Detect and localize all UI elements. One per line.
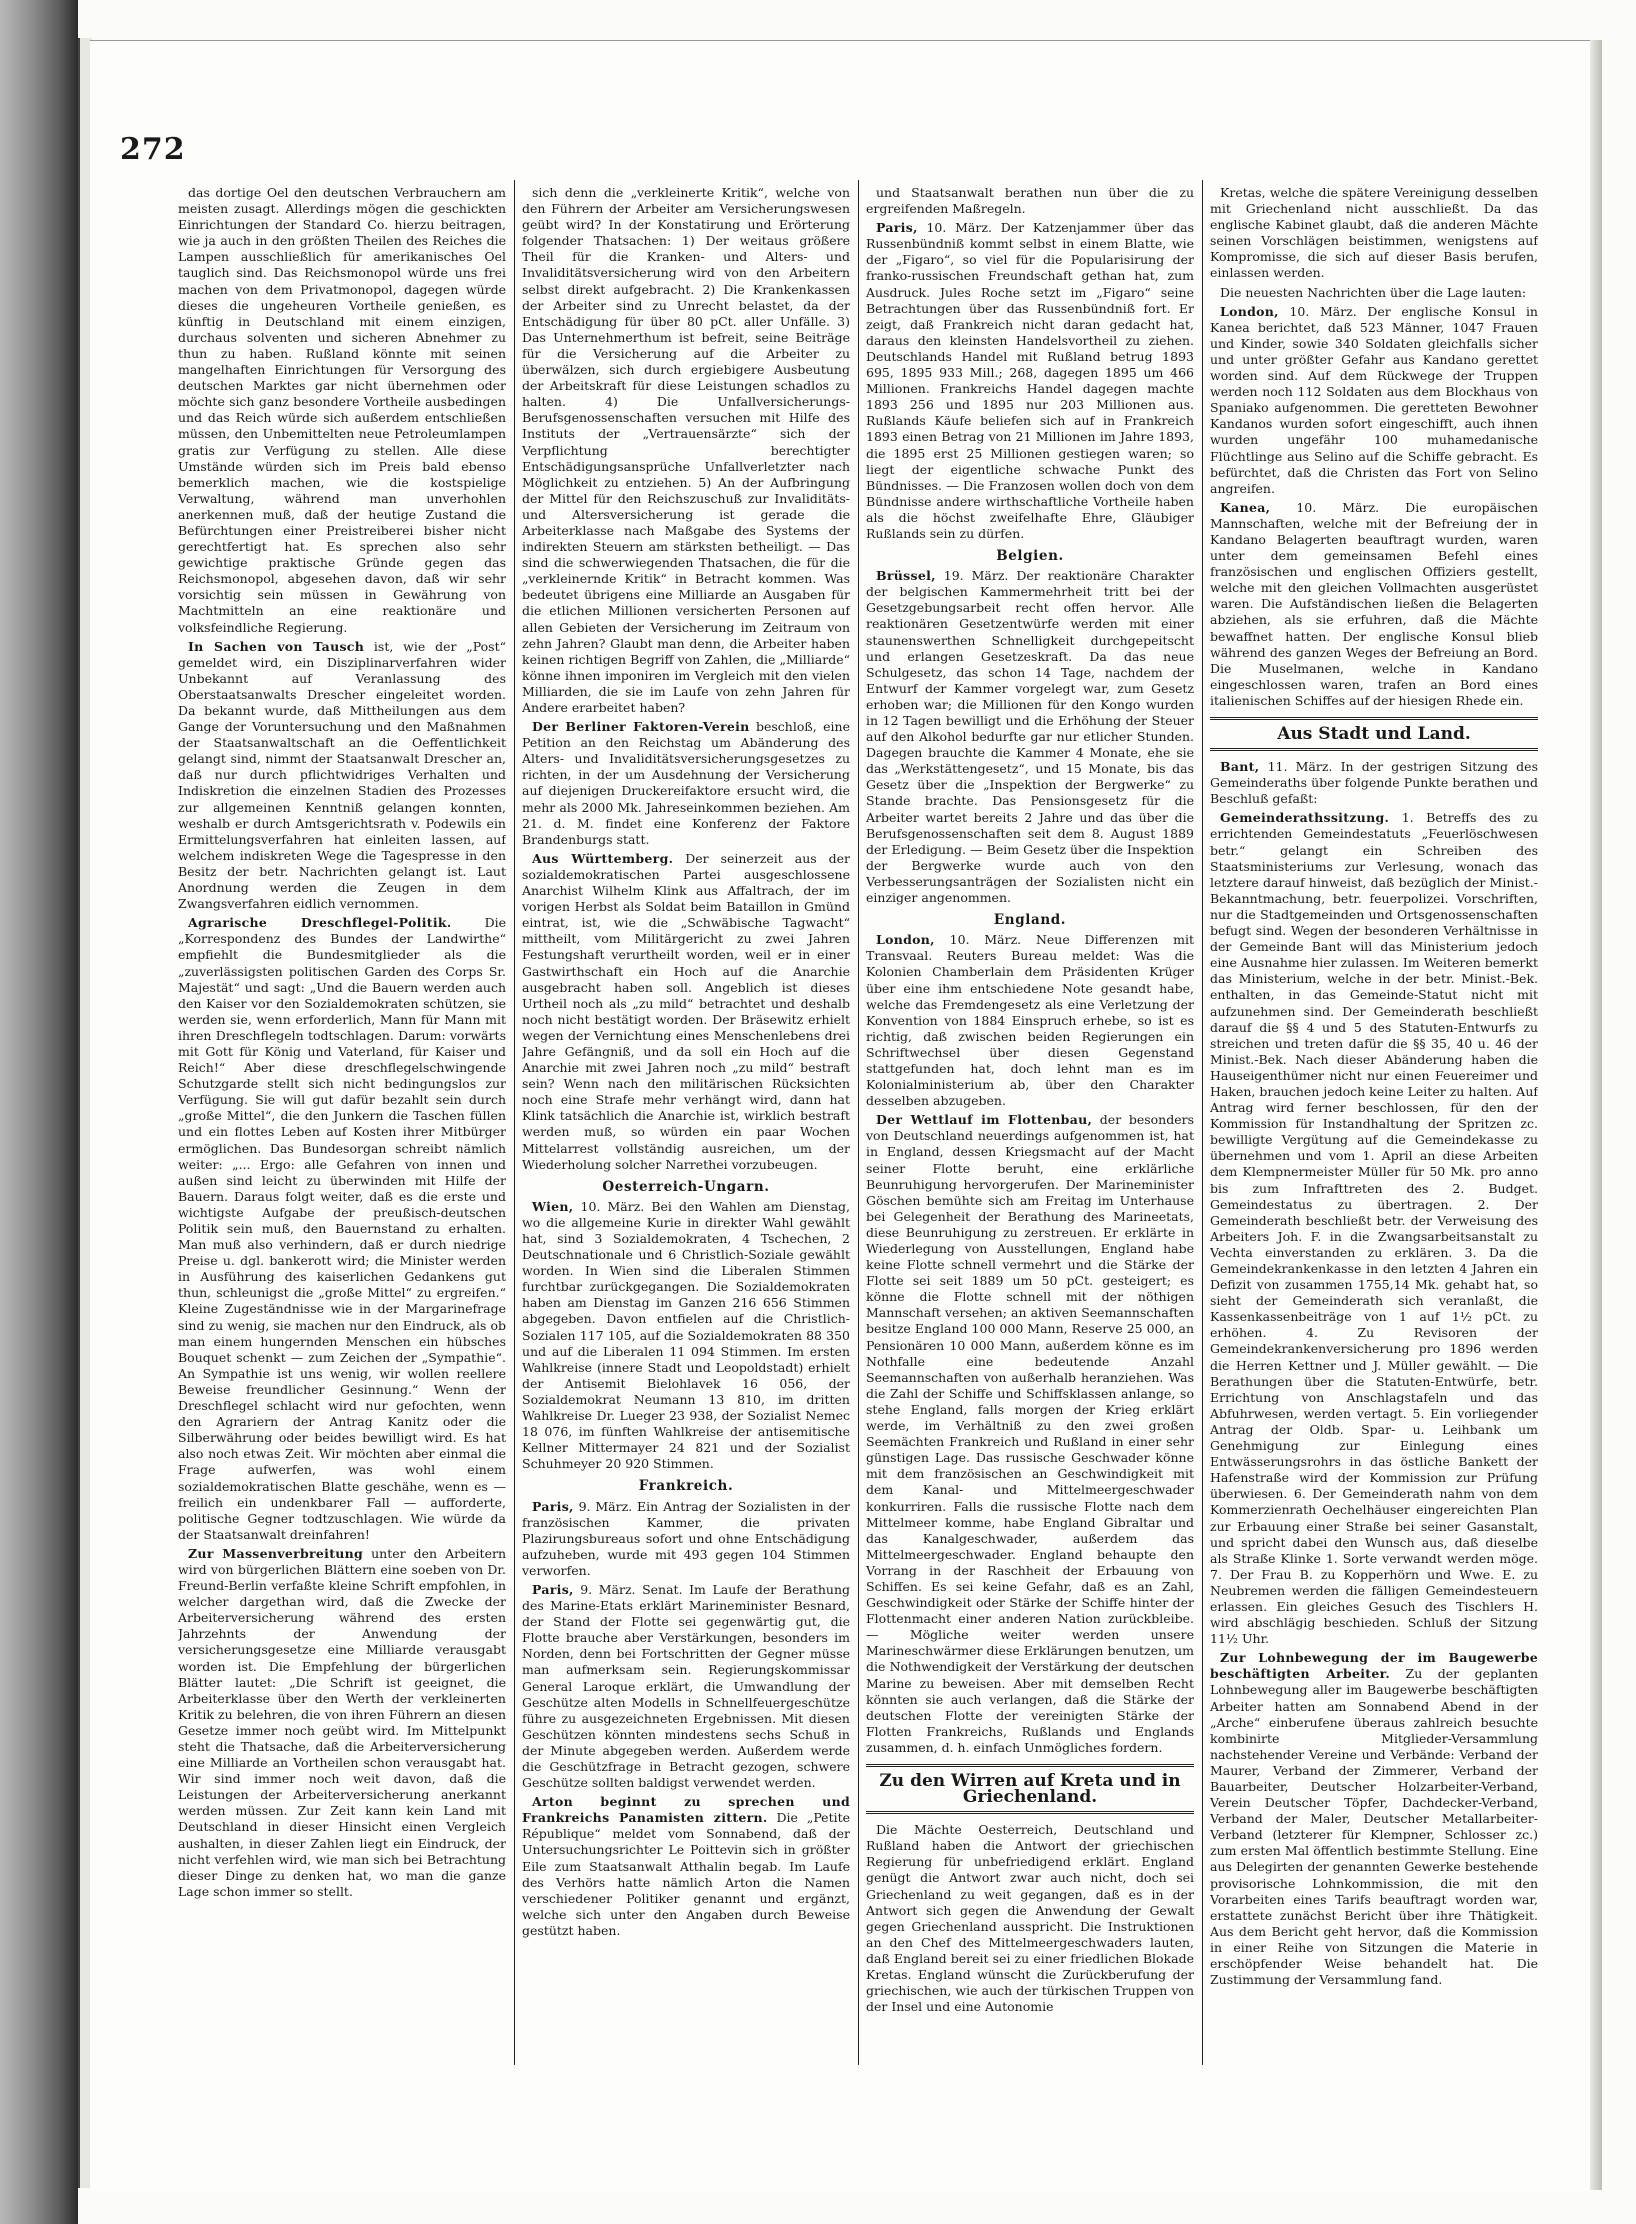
article-text: Die neuesten Nachrichten über die Lage lauten:: [1220, 284, 1527, 300]
article-paragraph: [522, 1794, 850, 1939]
article-text: 11. März. In der gestrigen Sitzung des Gemeinderaths über folgende Punkte berathen und Beschluß gefaßt:: [1210, 759, 1538, 807]
article-lead: Arton beginnt zu sprechen und Frankreichs Panamisten zittern.: [522, 1794, 850, 1826]
article-paragraph: [522, 1199, 850, 1473]
article-text: 10. März. Der Katzenjammer über das Russenbündniß kommt selbst in einem Blatte, wie der „Figaro“, so viel für die Popularisirung der franko-russischen Freundschaft gethan hat, zum Ausdruck. Jules Roche setzt im „Figaro“ seine Betrachtungen über das Russenbündniß fort. Er zeigt, daß Frankreich nicht daran gedacht hat, daraus den kleinsten Handelsvortheil zu ziehen. Deutschlands Handel mit Rußland betrug 1893 695, 1895 933 Mill.; 268, dagegen 1895 um 466 Millionen. Frankreichs Handel dagegen machte 1893 256 und 1895 nur 203 Millionen aus. Rußlands Käufe beliefen sich auf in Frankreich 1893 einen Betrag von 21 Millionen im Jahre 1893, die 1895 erst 25 Millionen gestiegen waren; so liegt der eigentliche schwache Punkt des Bündnisses. — Die Franzosen wollen doch von dem Bündnisse andere wirthschaftliche Vortheile haben als die höchst zweifelhafte Ehre, Gläubiger Rußlands sein zu dürfen.: [866, 220, 1194, 541]
article-paragraph: [178, 639, 506, 913]
article-lead: Wien,: [532, 1198, 574, 1214]
article-paragraph: [522, 1582, 850, 1791]
article-paragraph: [866, 220, 1194, 542]
article-paragraph: [1210, 285, 1538, 301]
article-text: 9. März. Senat. Im Laufe der Berathung des Marine-Etats erklärt Marineminister Besnard, der Stand der Flotte sei gegenwärtig gut, die Flotte brauche aber Verstärkungen, besonders im Norden, denn bei Fortschritten der Gegner müsse man aufmerksam sein. Regierungskommissar General Laroque erklärt, die Umwandlung der Geschütze alten Modells in Schnellfeuergeschütze führe zu ausgezeichneten Ergebnissen. Mit diesen Geschützen könnten mindestens sechs Schuß in der Minute abgegeben werden. Außerdem werde die Geschützfrage in Betracht gezogen, schwere Geschütze sollten baldigst verwendet werden.: [522, 1581, 850, 1791]
article-paragraph: [1210, 304, 1538, 497]
article-lead: Der Berliner Faktoren-Verein: [532, 719, 750, 735]
article-text: und Staatsanwalt berathen nun über die zu ergreifenden Maßregeln.: [866, 185, 1194, 217]
article-lead: Paris,: [876, 220, 918, 236]
article-text: der besonders von Deutschland neuerdings aufgenommen ist, hat in England, dessen Kriegsmacht auf der Macht seiner Flotte beruht, eine erklärliche Beunruhigung hervorgerufen. Der Marineminister Göschen bemühte sich am Freitag im Unterhause bei Gelegenheit der Berathung des Marineetats, diese Beunruhigung zu zerstreuen. Er erklärte in Wiederlegung von Ausstellungen, England habe keine Flotte schnell vermehrt und die Stärke der Flotte sei seit 1889 um 50 pCt. gesteigert; es könne die Flotte schnell mit der nöthigen Mannschaft versehen; an aktiven Seemannschaften besitze England 100 000 Mann, Reserve 25 000, an Pensionären 10 000 Mann, außerdem könne es im Nothfalle eine bedeutende Anzahl Seemannschaften von außerhalb heranziehen. Was die Zahl der Schiffe und Schiffsklassen anlange, so stehe England, falls morgen der Krieg erklärt werde, im Verhältniß zu den zwei großen Seemächten Frankreich und Rußland in einer sehr günstigen Lage. Das russische Geschwader könne mit dem französischen an Geschwindigkeit mit dem Kanal- und Mittelmeergeschwader konkurriren. Falls die russische Flotte nach dem Mittelmeer komme, habe England Gibraltar und das Kanalgeschwader, außerdem das Mittelmeergeschwader. England behaupte den Vorrang in der Raschheit der Erbauung von Schiffen. Es sei keine Gefahr, daß es an Zahl, Geschwindigkeit oder Stärke der Schiffe hinter der Flottenmacht einer anderen Nation zurückbleibe. — Mögliche weiter werden unsere Marineschwärmer diese Erklärungen benutzen, um die Nothwendigkeit der Verstärkung der deutschen Marine zu beweisen. Aber mit demselben Recht könnten sie auch verlangen, daß die Stärke der deutschen Flotte der vereinigten Stärke der Flotten Frankreichs, Rußlands und Englands zusammen, d. h. einfach Unmögliches fordern.: [866, 1112, 1194, 1755]
article-text: 10. März. Die europäischen Mannschaften, welche mit der Befreiung der in Kandano Belagerten beauftragt wurden, waren unter dem gemeinsamen Befehl eines französischen und englischen Offiziers gestellt, welche mit den gleichen Vollmachten ausgerüstet waren. Die Aufständischen ließen die Belagerten abziehen, als sie erfuhren, daß die Mächte bewaffnet hatten. Der englische Konsul blieb während des ganzen Weges der Befreiung an Bord. Die Muselmanen, welche in Kandano eingeschlossen waren, trafen an Bord eines italienischen Schiffes auf der hiesigen Rhede ein.: [1210, 499, 1538, 708]
article-text: 10. März. Der englische Konsul in Kanea berichtet, daß 523 Männer, 1047 Frauen und Kinder, sowie 340 Soldaten gleichfalls sicher und unter größter Gefahr aus Kandano gerettet worden sind. Auf dem Rückwege der Truppen werden noch 112 Soldaten aus dem Blockhaus von Spaniako aufgenommen. Die geretteten Bewohner Kandanos wurden sofort eingeschifft, auch ihnen wurden ungefähr 100 muhamedanische Flüchtlinge aus Selino auf die Schiffe gebracht. Es befürchtet, daß die Christen das Fort von Selino angreifen.: [1210, 303, 1538, 496]
article-lead: Zur Massenverbreitung: [188, 1545, 364, 1561]
article-paragraph: [522, 185, 850, 716]
article-lead: Aus Württemberg.: [532, 850, 674, 866]
article-text: beschloß, eine Petition an den Reichstag um Abänderung des Alters- und Invaliditätsversicherungsgesetzes zu richten, in der um Ausdehnung der Versicherung auf diejenigen Druckereifaktore ersucht wird, die mehr als 2000 Mk. Jahreseinkommen beziehen. Am 21. d. M. findet eine Konferenz der Faktore Brandenburgs statt.: [522, 719, 850, 847]
article-text: 1. Betreffs des zu errichtenden Gemeindestatuts „Feuerlöschwesen betr.“ gelangt ein Schreiben des Staatsministeriums zur Verlesung, wonach das letztere darauf hinweist, daß bezüglich der Minist.-Bekanntmachung, betr. feuerpolizei. Vorschriften, nur die Stadtgemeinden und Ortsgenossenschaften befugt sind. Wegen der besonderen Verhältnisse in der Gemeinde Bant will das Ministerium jedoch eine Ausnahme hier zulassen. Im Weiteren bemerkt das Ministerium, welche in der betr. Minist.-Bek. enthalten, in das Gemeinde-Statut nicht mit aufzunehmen sind. Der Gemeinderath beschließt darauf die §§ 4 und 5 des Statuten-Entwurfs zu streichen und treten dafür die §§ 35, 40 u. 46 der Minist.-Bek. Nach dieser Abänderung haben die Hauseigenthümer nicht nur einen Feuereimer und Haken, brauchen jedoch keine Leiter zu halten. Auf Antrag wird ferner beschlossen, für den der Kommission für Instandhaltung der Spritzen zc. bewilligte Vergütung auf die Gemeindekasse zu übernehmen und vom 1. April an diese Arbeiten dem Klempnermeister Müller für 50 Mk. pro anno bis zum Infrafttreten des 2. Budget. Gemeindestatus zu übertragen. 2. Der Gemeinderath beschließt betr. der Verweisung des Arbeiters Joh. F. in die Zwangsarbeitsanstalt zu Vechta einverstanden zu erklären. 3. Da die Gemeindekrankenkasse in den letzten 4 Jahren ein Defizit von zusammen 1755,14 Mk. gehabt hat, so sieht der Gemeinderath sich veranlaßt, die Kassenkassenbeiträge von 1 auf 1½ pCt. zu erhöhen. 4. Zu Revisoren der Gemeindekrankenversicherung pro 1896 werden die Herren Kettner und J. Müller gewählt. — Die Berathungen über die Statuten-Entwürfe, betr. Errichtung von Anschlagstafeln und das Abfuhrwesen, werden vertagt. 5. Ein vorliegender Antrag der Oldb. Spar- u. Leihbank um Genehmigung zur Einlegung eines Entwässerungsrohrs in das östliche Bankett der Hafenstraße wird der Kommission zur Prüfung überwiesen. 6. Der Gemeinderath nahm von dem Kommerzienrath Oechelhäuser eingereichten Plan zur Erbauung einer Straße bei seiner Gasanstalt, und spricht dabei den Wunsch aus, daß dieselbe als Straße Klinke 1. Sorte verwandt werden möge. 7. Der Frau B. zu Kopperhörn und Wwe. E. zu Neubremen werden die fälligen Gemeindesteuern erlassen. Ein gleiches Gesuch des Tischlers H. wird abschlägig beschieden. Schluß der Sitzung 11½ Uhr.: [1210, 810, 1538, 1647]
column-2: [522, 185, 850, 2065]
article-lead: Paris,: [532, 1581, 574, 1597]
article-paragraph: [866, 1822, 1194, 2015]
column-rule-3: [1202, 180, 1203, 2065]
page-number: 272: [120, 132, 186, 167]
article-paragraph: [866, 1112, 1194, 1756]
article-lead: Brüssel,: [876, 568, 936, 584]
article-text: Die Mächte Oesterreich, Deutschland und Rußland haben die Antwort der griechischen Regierung für unbefriedigend erklärt. England genügt die Antwort zwar auch nicht, doch sei Griechenland zu weit gegangen, daß es in der Antwort sich gegen die Anwendung der Gewalt gegen Griechenland ausspricht. Die Instruktionen an den Chef des Mittelmeergeschwaders lauten, daß England bereit sei zu einer friedlichen Blokade Kretas. England wünscht die Zurückberufung der griechischen, wie auch der türkischen Truppen von der Insel und eine Autonomie: [866, 1822, 1194, 2015]
country-heading: Oesterreich-Ungarn.: [602, 1178, 770, 1195]
country-heading: Frankreich.: [638, 1478, 734, 1495]
page-right-edge: [1590, 40, 1602, 2190]
article-paragraph: [1210, 185, 1538, 282]
article-lead: Agrarische Dreschflegel-Politik.: [188, 915, 452, 931]
column-1: [178, 185, 506, 2065]
article-paragraph: [1210, 759, 1538, 807]
article-text: 19. März. Der reaktionäre Charakter der belgischen Kammermehrheit tritt bei der Gesetzgebungsarbeit recht offen hervor. Alle reaktionären Gesetzentwürfe werden mit einer staunenswerthen Schnelligkeit durchgepeitscht und erlangen Gesetzeskraft. Da das neue Schulgesetz, das schon 14 Tage, nachdem der Entwurf der Kammer vorgelegt war, zum Gesetz erhoben war; die Millionen für den Kongo wurden in 12 Tagen bewilligt und die Erhöhung der Steuer auf den Alkohol bedurfte gar nur etlicher Stunden. Dagegen brauchte die Kammer 4 Monate, ehe sie das „Werkstättengesetz“, und 15 Monate, bis das Gesetz über die „Inspektion der Bergwerke“ zu Stande brachte. Das Pensionsgesetz für die Arbeiter wartet bereits 2 Jahre und das über die Berufsgenossenschaften seit dem 8. August 1889 der Erledigung. — Beim Gesetz über die Inspektion der Bergwerke wurde auch von den Verbesserungsanträgen der Sozialisten nicht ein einziger angenommen.: [866, 568, 1194, 906]
article-text: Der seinerzeit aus der sozialdemokratischen Partei ausgeschlossene Anarchist Wilhelm Klink aus Affaltrach, der im vorigen Herbst als Soldat beim Bataillon in Gmünd eintrat, ist, wie die „Schwäbische Tagwacht“ mittheilt, vom Militärgericht zu zwei Jahren Festungshaft verurtheilt worden, weil er in einer Gastwirthschaft ein Hoch auf die Anarchie ausgebracht haben soll. Angeblich ist dieses Urtheil noch als „zu mild“ betrachtet und deshalb noch nicht bestätigt worden. Der Bräsewitz erhielt wegen der Vernichtung eines Menschenlebens drei Jahre Gefängniß, und da soll ein Hoch auf die Anarchie mit zwei Jahren noch „zu mild“ bestraft sein? Wenn nach den militärischen Rücksichten noch eine Strafe mehr verhängt wird, dann hat Klink tatsächlich die Anarchie ist, wirklich bestraft werden muß, so würden ein paar Wochen Mittelarrest vollständig ausreichen, um der Wiederholung solcher Narrethei vorzubeugen.: [522, 850, 850, 1172]
section-heading: Zu den Wirren auf Kreta und in Griechenland.: [866, 1764, 1194, 1814]
country-heading: Belgien.: [996, 548, 1064, 565]
article-paragraph: [1210, 1650, 1538, 1988]
article-text: Kretas, welche die spätere Vereinigung desselben mit Griechenland nicht ausschließt. Da das englische Kabinet glaubt, daß die anderen Mächte seinen Vorschlägen beistimmen, wenigstens auf Kompromisse, die sich auf dieser Basis berufen, einlassen werden.: [1210, 185, 1538, 281]
article-text: Die „Korrespondenz des Bundes der Landwirthe“ empfiehlt die Bundesmitglieder als die „zuverlässigsten politischen Garden des Corps Sr. Majestät“ und sagt: „Und die Bauern werden auch den Kaiser vor den Sozialdemokraten schützen, sie werden sie, wenn erforderlich, Mann für Mann mit ihren Dreschflegeln todtschlagen. Darum: vorwärts mit Gott für König und Vaterland, für Kaiser und Reich!“ Aber diese dreschflegelschwingende Schutzgarde stellt sich nicht bedingungslos zur Verfügung. Sie will gut dafür bezahlt sein durch „große Mittel“, die den Junkern die Taschen füllen und ein flottes Leben auf Kosten ihrer Mitbürger ermöglichen. Das Bundesorgan schreibt nämlich weiter: „... Ergo: alle Gefahren von innen und außen sind leicht zu überwinden mit Hilfe der Bauern. Daraus folgt weiter, daß es die erste und wichtigste Aufgabe der preußisch-deutschen Politik sein muß, den Bauernstand zu erhalten. Man muß also verhindern, daß er durch niedrige Preise u. dgl. bankerott wird; die Minister werden in Ausführung des kaiserlichen Gedankens gut thun, schleunigst die „große Mittel“ zu ergreifen.“ Kleine Zugeständnisse wie in der Margarinefrage sind zu wenig, sie machen nur den Eindruck, als ob man einem hungernden Menschen ein hübsches Bouquet schenkt — zum Zeichen der „Sympathie“. An Sympathie ist uns wenig, wir wollen reellere Beweise freundlicher Gesinnung.“ Wenn der Dreschflegel schlacht wird nur gefochten, wenn den Agrariern der Antrag Kanitz oder die Silberwährung oder beides bewilligt wird. Es hat also noch etwas Zeit. Wir möchten aber einmal die Frage aufwerfen, was wohl einem sozialdemokratischen Blatte geschähe, wenn es — freilich ein undenkbarer Fall — aufforderte, politische Gegner todtzuschlagen. Wie würde da der Staatsanwalt dreinfahren!: [178, 915, 506, 1542]
column-rule-2: [858, 180, 859, 2065]
article-text: sich denn die „verkleinerte Kritik“, welche von den Führern der Arbeiter am Versicherungswesen geübt wird? In der Konstatirung und Erörterung folgender Thatsachen: 1) Der weitaus größere Theil für die Kranken- und Alters- und Invaliditätsversicherung wird von den Arbeitern selbst direkt aufgebracht. 2) Die Krankenkassen der Arbeiter sind zu Unrecht belastet, da der Entschädigung für über 80 pCt. aller Unfälle. 3) Das Unternehmerthum ist befreit, seine Beiträge für die Versicherung auf die Arbeiter zu überwälzen, sich durch ergiebigere Ausbeutung der Arbeitskraft für diese Leistungen schadlos zu halten. 4) Die Unfallversicherungs-Berufsgenossenschaften versuchen mit Hilfe des Instituts der „Vertrauensärzte“ sich der Verpflichtung berechtigter Entschädigungsansprüche Unfallverletzter nach Möglichkeit zu entziehen. 5) An der Aufbringung der Mittel für den Reichszuschuß zur Invaliditäts- und Altersversicherung ist gerade die Arbeiterklasse nach Maßgabe des Systems der indirekten Steuern am stärksten betheiligt. — Das sind die schwerwiegenden Thatsachen, die für die „verkleinernde Kritik“ in Betracht kommen. Was bedeutet übrigens eine Milliarde an Ausgaben für die etlichen Millionen versicherten Personen auf allen Gebieten der Versicherung im Zeitraum von zehn Jahren? Glaubt man denn, die Arbeiter haben keinen richtigen Begriff von Zahlen, die „Milliarde“ könne ihnen imponiren im Vergleich mit den vielen Milliarden, die sie im Laufe von zehn Jahren für Andere erarbeitet haben?: [522, 185, 850, 715]
article-text: 9. März. Ein Antrag der Sozialisten in der französischen Kammer, die privaten Plazirungsbureaus sofort und ohne Entschädigung aufzuheben, wurde mit 493 gegen 104 Stimmen verworfen.: [522, 1498, 850, 1578]
article-paragraph: [866, 568, 1194, 906]
country-heading: England.: [993, 912, 1067, 929]
article-lead: London,: [876, 932, 935, 948]
article-paragraph: [178, 915, 506, 1543]
article-text: Zu der geplanten Lohnbewegung aller im Baugewerbe beschäftigten Arbeiter hatten am Sonnabend Abend in der „Arche“ einberufene überaus zahlreich besuchte kombinirte Mitglieder-Versammlung nachstehender Vereine und Verbände: Verband der Maurer, Verband der Zimmerer, Verband der Bauarbeiter, Deutscher Holzarbeiter-Verband, Verein Deutscher Töpfer, Dachdecker-Verband, Verband der Maler, Deutscher Metallarbeiter-Verband (letzterer für Klempner, Schlosser zc.) zum ersten Mal öffentlich bestimmte Stellung. Eine aus Delegirten der genannten Gewerke bestehende provisorische Lohnkommission, die mit den Vorarbeiten eines Tarifs beauftragt worden war, erstattete zunächst Bericht über ihre Thätigkeit. Aus dem Bericht geht hervor, daß die Kommission in einer Reihe von Sitzungen die Materie in erschöpfender Weise behandelt hat. Die Zustimmung der Versammlung fand.: [1210, 1666, 1538, 1988]
article-text: Die „Petite République“ meldet vom Sonnabend, daß der Untersuchungsrichter Le Poittevin sich in größter Eile zum Staatsanwalt Atthalin begab. Im Laufe des Verhörs hatte nämlich Arton die Namen verschiedener Politiker genannt und ergänzt, welche sich unter den Angaben durch Beweise gestützt haben.: [522, 1810, 850, 1938]
column-4: [1210, 185, 1538, 2065]
article-paragraph: [522, 851, 850, 1173]
article-paragraph: [178, 1546, 506, 1900]
article-paragraph: [178, 185, 506, 636]
article-text: das dortige Oel den deutschen Verbrauchern am meisten zusagt. Allerdings mögen die geschickten Einrichtungen der Standard Co. hierzu beitragen, wie ja auch in den größten Theilen des Reiches die Lampen ausschließlich für amerikanisches Oel tauglich sind. Das Reichsmonopol würde uns frei machen von dem Privatmonopol, dagegen würde dieses die ungeheuren Vortheile genießen, es künftig in Deutschland mit einem einzigen, durchaus solventen und sicheren Abnehmer zu thun zu haben. Rußland könnte mit seinen mangelhaften Einrichtungen für Versorgung des deutschen Marktes gar nicht übernehmen oder möchte sich ganz besondere Vortheile ausbedingen und das Reich würde sich außerdem entschließen müssen, den Unbemittelten neue Petroleumlampen gratis zur Verfügung zu stellen. Alle diese Umstände würden sich im Preis bald ebenso bemerklich machen, wie die kostspielige Verwaltung, während man unverhohlen anerkennen muß, daß der heutige Zustand die Befürchtungen einer Preistreiberei bisher nicht gerechtfertigt hat. Es sprechen also sehr gewichtige praktische Gründe gegen das Reichsmonopol, abgesehen davon, daß wir sehr vorsichtig sein müssen in Gewährung von Machtmitteln an eine reaktionäre und volksfeindliche Regierung.: [178, 185, 506, 635]
article-lead: Bant,: [1220, 759, 1260, 775]
article-paragraph: [1210, 500, 1538, 709]
article-text: unter den Arbeitern wird von bürgerlichen Blättern eine soeben von Dr. Freund-Berlin verfaßte kleine Schrift empfohlen, in welcher dargethan wird, daß die Zwecke der Arbeiterversicherung während des ersten Jahrzehnts der Anwendung der versicherungsgesetze eine Milliarde verausgabt worden ist. Die Empfehlung der bürgerlichen Blätter lautet: „Die Schrift ist geeignet, die Arbeiterklasse über den Werth der verkleinerten Kritik zu belehren, die von ihren Führern an diesen Gesetze immer noch geübt wird. Im Mittelpunkt steht die Thatsache, daß die Arbeiterversicherung eine Milliarde an Vortheilen schon verausgabt hat. Wir sind immer noch weit davon, daß die Leistungen der Arbeiterversicherung anerkannt werden müssen. Zur Zeit kann kein Land mit Deutschland in dieser Hinsicht einen Vergleich aushalten, in dieser Zahlen liegt ein Eindruck, der nicht verfehlen wird, wie man sich bei Betrachtung dieser Dinge zu denken hat, wo man die ganze Lage schon immer so stellt.: [178, 1545, 506, 1899]
book-binding-shadow: [0, 0, 78, 2224]
article-lead: Gemeinderathssitzung.: [1220, 810, 1390, 826]
article-text: ist, wie der „Post“ gemeldet wird, ein Disziplinarverfahren wider Unbekannt auf Veranlassung des Oberstaatsanwalts Drescher eingeleitet worden. Da bekannt wurde, daß Mittheilungen aus dem Gange der Voruntersuchung und den Maßnahmen der Staatsanwaltschaft an die Oeffentlichkeit gelangt sind, nimmt der Staatsanwalt Drescher an, daß nur durch pflichtwidriges Verhalten und Indiskretion die einzelnen Stadien des Prozesses zur allgemeinen Kenntniß gelangen konnten, weshalb er durch Amtsgerichtsrath v. Podewils ein Ermittelungsverfahren hat einleiten lassen, auf welchem indiskreten Wege die Tagespresse in den Besitz der betr. Nachrichten gelangt ist. Laut Anordnung werden die Zeugen in dem Zwangsverfahren eidlich vernommen.: [178, 638, 506, 912]
column-3: [866, 185, 1194, 2065]
article-lead: Zur Lohnbewegung der im Baugewerbe beschäftigten Arbeiter.: [1210, 1650, 1538, 1682]
article-paragraph: [1210, 810, 1538, 1647]
section-heading: Aus Stadt und Land.: [1210, 717, 1538, 751]
article-paragraph: [522, 719, 850, 848]
article-lead: Der Wettlauf im Flottenbau,: [876, 1112, 1093, 1128]
article-paragraph: [866, 185, 1194, 217]
article-lead: London,: [1220, 303, 1279, 319]
column-rule-1: [514, 180, 515, 2065]
article-lead: Paris,: [532, 1498, 574, 1514]
article-text: 10. März. Bei den Wahlen am Dienstag, wo die allgemeine Kurie in direkter Wahl gewählt hat, sind 3 Sozialdemokraten, 4 Tschechen, 2 Deutschnationale und 6 Christlich-Soziale gewählt worden. In Wien sind die Liberalen Stimmen furchtbar zurückgegangen. Die Sozialdemokraten haben am Dienstag im Ganzen 216 656 Stimmen abgegeben. Davon entfielen auf die Christlich-Sozialen 117 105, auf die Sozialdemokraten 88 350 und auf die Liberalen 11 094 Stimmen. Im ersten Wahlkreise (innere Stadt und Leopoldstadt) erhielt der Antisemit Bielohlavek 16 056, der Sozialdemokrat Neumann 13 810, im dritten Wahlkreise Dr. Lueger 23 938, der Sozialist Nemec 18 076, im fünften Wahlkreise der antisemitische Kellner Mittermayer 24 821 und der Sozialist Schuhmeyer 20 920 Stimmen.: [522, 1198, 850, 1472]
article-lead: Kanea,: [1220, 499, 1271, 515]
article-paragraph: [866, 932, 1194, 1109]
article-paragraph: [522, 1499, 850, 1579]
article-text: 10. März. Neue Differenzen mit Transvaal. Reuters Bureau meldet: Was die Kolonien Chamberlain dem Präsidenten Krüger über eine ihm entschiedene Note gesandt habe, welche das Fremdengesetz als eine Verletzung der Konvention von 1884 Einspruch erhebe, so ist es richtig, daß zwischen beiden Regierungen ein Schriftwechsel über diesen Gegenstand stattgefunden hat, doch lehnt man es im Kolonialministerium ab, über den Charakter desselben abzugeben.: [866, 932, 1194, 1109]
article-lead: In Sachen von Tausch: [188, 638, 365, 654]
